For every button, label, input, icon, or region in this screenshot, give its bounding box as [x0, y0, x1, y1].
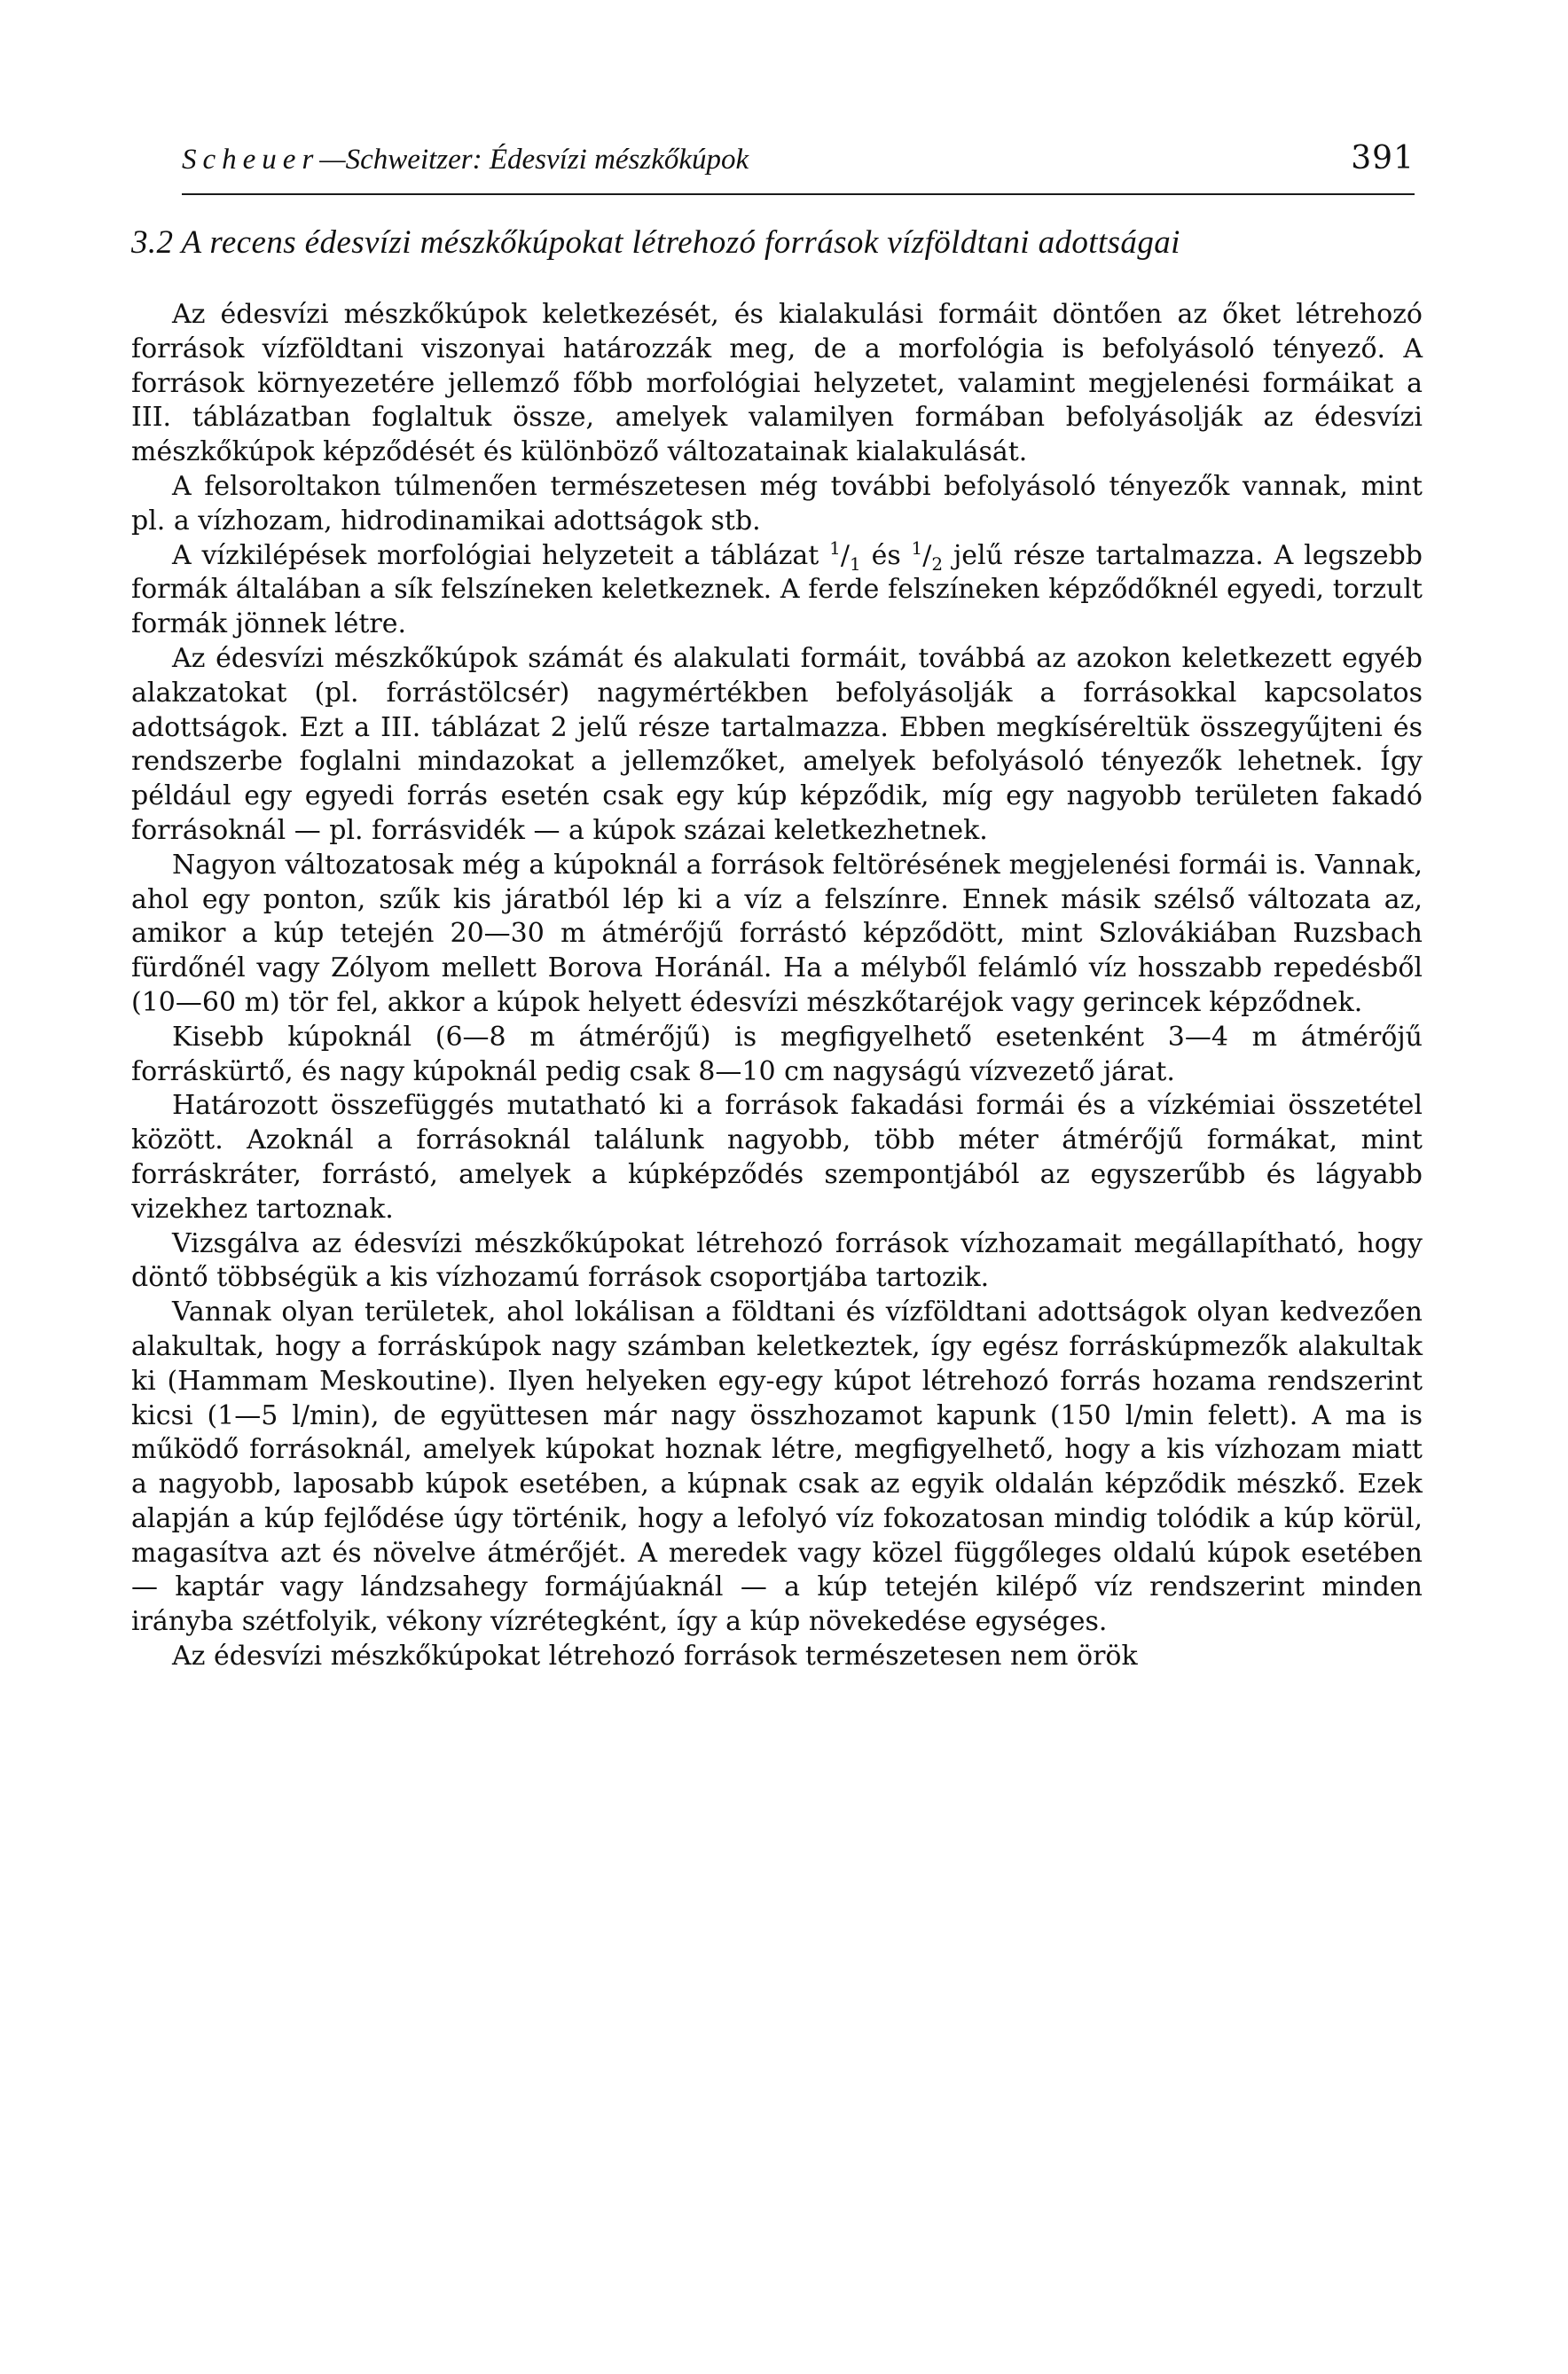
section-number: 3.2: [131, 224, 174, 261]
body-text: [131, 298, 1423, 1674]
paragraph: Az édesvízi mészkőkúpok számát és alakulati formáit, továbbá az azokon keletkezett egyéb alakzatokat (pl. forrástölcsér) nagymértékben befolyásolják a forrásokkal kapcsolatos adottságok. Ezt a III. táblázat 2 jelű része tartalmazza. Ebben megkíséreltük összegyűjteni és rendszerbe foglalni mindazokat a jellemzőket, amelyek befolyásoló tényezők lehetnek. Így például egy egyedi forrás esetén csak egy kúp képződik, míg egy nagyobb területen fakadó forrásoknál — pl. forrásvidék — a kúpok százai keletkezhetnek.: [131, 642, 1423, 846]
running-head: [182, 140, 1415, 176]
paragraph: A vízkilépések morfológiai helyzeteit a táblázat $^1/_1$ és $^1/_2$ jelű része tartalmazza. A legszebb formák általában a sík felszíneken keletkeznek. A ferde felszíneken képződőknél egyedi, torzult formák jönnek létre.: [131, 537, 1423, 640]
paragraph: Nagyon változatosak még a kúpoknál a források feltörésének megjelenési formái is. Vannak, ahol egy ponton, szűk kis járatból lép ki a víz a felszínre. Ennek másik szélső változata az, amikor a kúp tetején 20—30 m átmérőjű forrástó képződött, mint Szlovákiában Ruzsbach fürdőnél vagy Zólyom mellett Borova Horánál. Ha a mélyből felámló víz hosszabb repedésből (10—60 m) tör fel, akkor a kúpok helyett édesvízi mészkőtaréjok vagy gerincek képződnek.: [131, 849, 1423, 1018]
running-head-title: [182, 144, 749, 176]
paragraph: Vannak olyan területek, ahol lokálisan a földtani és vízföldtani adottságok olyan kedvezően alakultak, hogy a forráskúpok nagy számban keletkeztek, így egész forráskúpmezők alakultak ki (Hammam Meskoutine). Ilyen helyeken egy-egy kúpot létrehozó forrás hozama rendszerint kicsi (1—5 l/min), de együttesen már nagy összhozamot kapunk (150 l/min felett). A ma is működő forrásoknál, amelyek kúpokat hoznak létre, megfigyelhető, hogy a kis vízhozam miatt a nagyobb, laposabb kúpok esetében, a kúpnak csak az egyik oldalán képződik mészkő. Ezek alapján a kúp fejlődése úgy történik, hogy a lefolyó víz fokozatosan mindig tolódik a kúp körül, magasítva azt és növelve átmérőjét. A meredek vagy közel függőleges oldalú kúpok esetében — kaptár vagy lándzsahegy formájúaknál — a kúp tetején kilépő víz rendszerint minden irányba szétfolyik, vékony vízrétegként, így a kúp növekedése egységes.: [131, 1297, 1423, 1638]
paragraph: Az édesvízi mészkőkúpok keletkezését, és kialakulási formáit döntően az őket létrehozó források vízföldtani viszonyai határozzák meg, de a morfológia is befolyásoló tényező. A források környezetére jellemző főbb morfológiai helyzetet, valamint megjelenési formáikat a III. táblázatban foglaltuk össze, amelyek valamilyen formában befolyásolják az édesvízi mészkőkúpok képződését és különböző változatainak kialakulását.: [131, 299, 1423, 468]
section-title: A recens édesvízi mészkőkúpokat létrehozó források vízföldtani adottságai: [181, 224, 1180, 261]
paragraph: Kisebb kúpoknál (6—8 m átmérőjű) is megfigyelhető esetenként 3—4 m átmérőjű forráskürtő, és nagy kúpoknál pedig csak 8—10 cm nagyságú vízvezető járat.: [131, 1021, 1423, 1087]
paragraph: Vizsgálva az édesvízi mészkőkúpokat létrehozó források vízhozamait megállapítható, hogy döntő többségük a kis vízhozamú források csoportjába tartozik.: [131, 1227, 1423, 1294]
running-head-separator: —: [319, 144, 346, 176]
paragraph: A felsoroltakon túlmenően természetesen még további befolyásoló tényezők vannak, mint pl. a vízhozam, hidrodinamikai adottságok stb.: [131, 470, 1423, 537]
page-number: 391: [1351, 140, 1415, 176]
header-rule: [182, 193, 1415, 195]
paragraph: Határozott összefüggés mutatható ki a források fakadási formái és a vízkémiai összetétel között. Azoknál a forrásoknál találunk nagyobb, több méter átmérőjű formákat, mint forráskráter, forrástó, amelyek a kúpképződés szempontjából az egyszerűbb és lágyabb vizekhez tartoznak.: [131, 1090, 1423, 1225]
section-heading: [131, 223, 1426, 262]
paragraph: Az édesvízi mészkőkúpokat létrehozó források természetesen nem örök: [172, 1641, 1138, 1673]
running-head-authors: Scheuer: [182, 144, 320, 176]
running-head-subject: Schweitzer: Édesvízi mészkőkúpok: [345, 144, 749, 176]
